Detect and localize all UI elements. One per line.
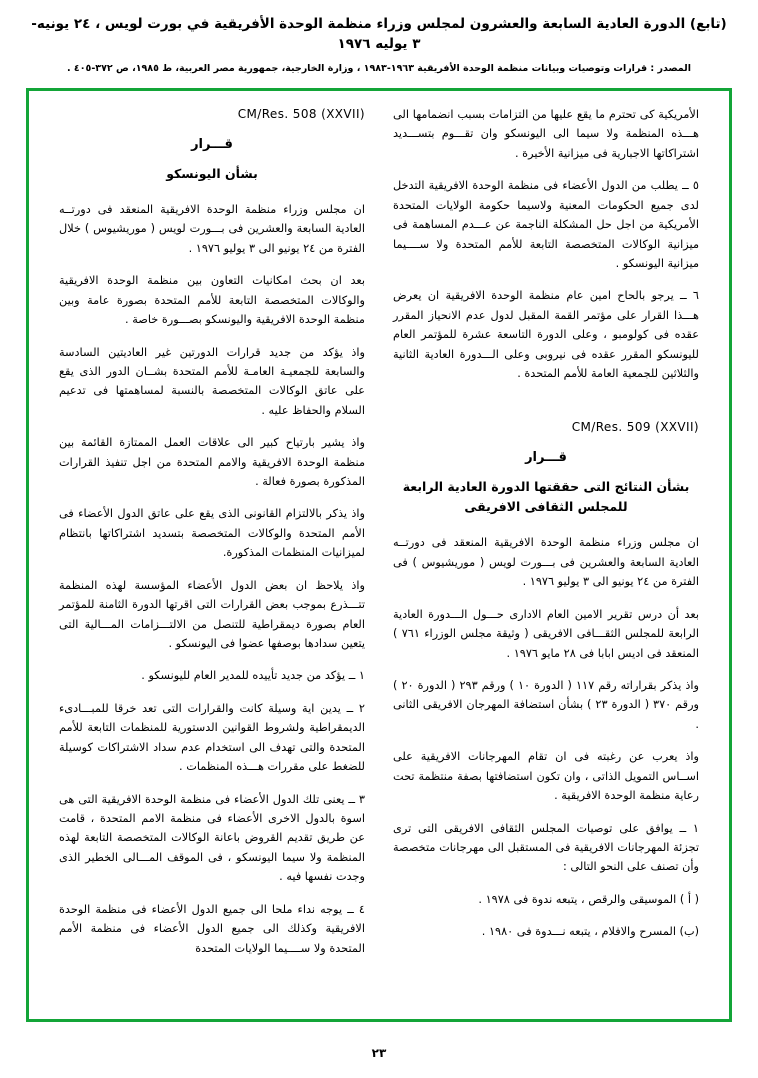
paragraph: واذ يشير بارتياح كبير الى علاقات العمل الممتازة القائمة بين منظمة الوحدة الافريقية والامم المتحدة من اجل تنفيذ القرارات المذكورة بصورة فعالة . — [59, 436, 365, 489]
paragraph: ٤ ــ يوجه نداء ملحا الى جميع الدول الأعضاء فى منظمة الوحدة الافريقية وكذلك الى جميع الدول الأعضاء فى منظمة الأمم المتحدة ولا ســــيما الولايات المتحدة — [59, 902, 365, 955]
paragraph: ٢ ــ يدين اية وسيلة كانت والقرارات التى تعد خرقا للمبـــادىء الديمقراطية ولشروط القوانين الدستورية للمنظمات التابعة للأمم المتحدة والتى تهدف الى استخدام عدم سداد الاشتراكات كوسيلة للضغط على مقررات هـــذه المنظمات . — [59, 701, 365, 774]
resolution-subject: بشأن اليونسكو — [166, 166, 258, 181]
column-right — [379, 101, 717, 1009]
header-title: (تابع) الدورة العادية السابعة والعشرون لمجلس وزراء منظمة الوحدة الأفريقية في بورت لويس ، ٢٤ يونيه- ٣ يوليه ١٩٧٦ — [31, 16, 727, 53]
paragraph: ١ ــ يؤكد من جديد تأييده للمدير العام لليونسكو . — [141, 669, 365, 683]
page-number: ٢٣ — [371, 1046, 387, 1060]
paragraph: ( أ ) الموسيقى والرقص ، يتبعه ندوة فى ١٩٧٨ . — [478, 892, 699, 906]
resolution-heading: قـــرار — [525, 450, 567, 466]
resolution-heading: قـــرار — [191, 137, 233, 152]
paragraph: بعد أن درس تقرير الامين العام الادارى حـــول الـــدورة العادية الرابعة للمجلس الثقـــافى الافريقى ( وثيقة مجلس الوزراء ٧٦١ ) المنعقد فى اديس ابابا فى ٢٨ مايو ١٩٧٦ . — [393, 607, 700, 660]
column-left — [41, 101, 379, 1009]
resolution-code: CM/Res. 509 (XXVII) — [571, 420, 699, 435]
content-frame — [26, 88, 732, 1022]
paragraph: ان مجلس وزراء منظمة الوحدة الافريقية المنعقد فى دورتــه العادية السابعة والعشرين فى بـــورت لويس ( موريشيوس ) خلال الفترة من ٢٤ يونيو الى ٣ يوليو ١٩٧٦ . — [59, 203, 365, 255]
section-spacer — [393, 396, 699, 418]
paragraph: ٥ ــ يطلب من الدول الأعضاء فى منظمة الوحدة الافريقية التدخل لدى جميع الحكومات المعنية ولاسيما حكومة الولايات المتحدة الأمريكية من اجل حل المشكلة الناجمة عن عـــدم المساهمة فى ميزانية الوكالات المتخصصة التابعة للأمم المتحدة ولا ســــيما ميزانية اليونسكو . — [393, 179, 699, 270]
header-source: المصدر : قرارات وتوصيات وبيانات منظمة الوحدة الأفريقية ١٩٦٣-١٩٨٣ ، وزارة الخارجية، جمهورية مصر العربية، ط ١٩٨٥، ص ٣٧٢-٤٠٥ . — [66, 62, 691, 74]
resolution-subject: بشأن النتائج التى حققتها الدورة العادية الرابعة للمجلس الثقافى الافريقى — [402, 479, 690, 515]
two-column-layout — [41, 101, 717, 1009]
paragraph: بعد ان بحث امكانيات التعاون بين منظمة الوحدة الافريقية والوكالات المتخصصة التابعة للأمم المتحدة بصورة عامة وبين منظمة الوحدة الافريقية واليونسكو بصـــورة خاصة . — [59, 274, 365, 327]
paragraph: واذ يؤكد من جديد قرارات الدورتين غير العاديتين السادسة والسابعة للجمعيـة العامـة للأمم المتحدة بشــان الدور الذى يقع على عاتق الوكالات المتخصصة بالنسبة لمساهمتها فى تدعيم السلام والحفاظ عليه . — [59, 345, 365, 417]
page-header — [0, 0, 758, 76]
paragraph: ٦ ــ يرجو بالحاح امين عام منظمة الوحدة الافريقية ان يعرض هـــذا القرار على مؤتمر القمة المقبل لدول عدم الانحياز المقرر عقده فى كولومبو ، وعلى الدورة التاسعة عشرة للمؤتمر العام لليونسكو المقرر عقده فى نيروبى وعلى الـــدورة العادية الثانية والثلاثين للجمعية العامة للأمم المتحدة . — [393, 289, 699, 381]
paragraph: ٣ ــ يعنى تلك الدول الأعضاء فى منظمة الوحدة الافريقية التى هى اسوة بالدول الاخرى الأعضاء فى منظمة الامم المتحدة ، قامت عن طريق تقديم القروض باعانة الوكالات المتخصصة التابعة لهذه المنظمة ولا سيما اليونسكو ، فى الموقف المـــالى الخطير الذى وجدت نفسها فيه . — [59, 792, 365, 884]
paragraph: ١ ــ يوافق على توصيات المجلس الثقافى الافريقى التى ترى تجزئة المهرجانات الافريقية فى المستقبل الى مهرجانات متخصصة وأن تصنف على النحو التالى : — [393, 821, 699, 874]
resolution-code: CM/Res. 508 (XXVII) — [237, 107, 365, 121]
paragraph: ان مجلس وزراء منظمة الوحدة الافريقية المنعقد فى دورتــه العادية السابعة والعشرين فى بـــورت لويس ( موريشيوس ) فى الفترة من ٢٤ يونيو الى ٣ يوليو ١٩٧٦ . — [393, 536, 699, 589]
paragraph: واذ يعرب عن رغبته فى ان تقام المهرجانات الافريقية على اســاس التمويل الذاتى ، وان تكون استضافتها بصفة منتظمة تحت رعاية منظمة الوحدة الافريقية . — [393, 750, 699, 803]
paragraph: الأمريكية كى تحترم ما يقع عليها من التزامات بسبب انضمامها الى هـــذه المنظمة ولا سيما الى اليونسكو وان تقـــوم بتســـديد اشتراكاتها الاجبارية فى ميزانية الأخيرة . — [393, 108, 699, 160]
paragraph: واذ يذكر بالالتزام القانونى الذى يقع على عاتق الدول الأعضاء فى الأمم المتحدة والوكالات المتخصصة بتسديد اشتراكاتها بانتظام لميزانيات المنظمات المذكورة. — [59, 507, 365, 560]
paragraph: (ب) المسرح والافلام ، يتبعه نـــدوة فى ١٩٨٠ . — [481, 925, 699, 939]
paragraph: واذ يلاحظ ان بعض الدول الأعضاء المؤسسة لهذه المنظمة تتـــذرع بموجب بعض القرارات التى اقرتها الدورة الثامنة للمؤتمر العام بصورة ديمقراطية للتنصل من الالتـــزامات المـــالية التى يتعين سدادها بوصفها عضوا فى اليونسكو . — [59, 578, 365, 651]
paragraph: واذ يذكر بقراراته رقم ١١٧ ( الدورة ١٠ ) ورقم ٢٩٣ ( الدورة ٢٠ ) ورقم ٣٧٠ ( الدورة ٢٣ ) بشأن استضافة المهرجان الافريقى الثانى . — [393, 679, 700, 731]
